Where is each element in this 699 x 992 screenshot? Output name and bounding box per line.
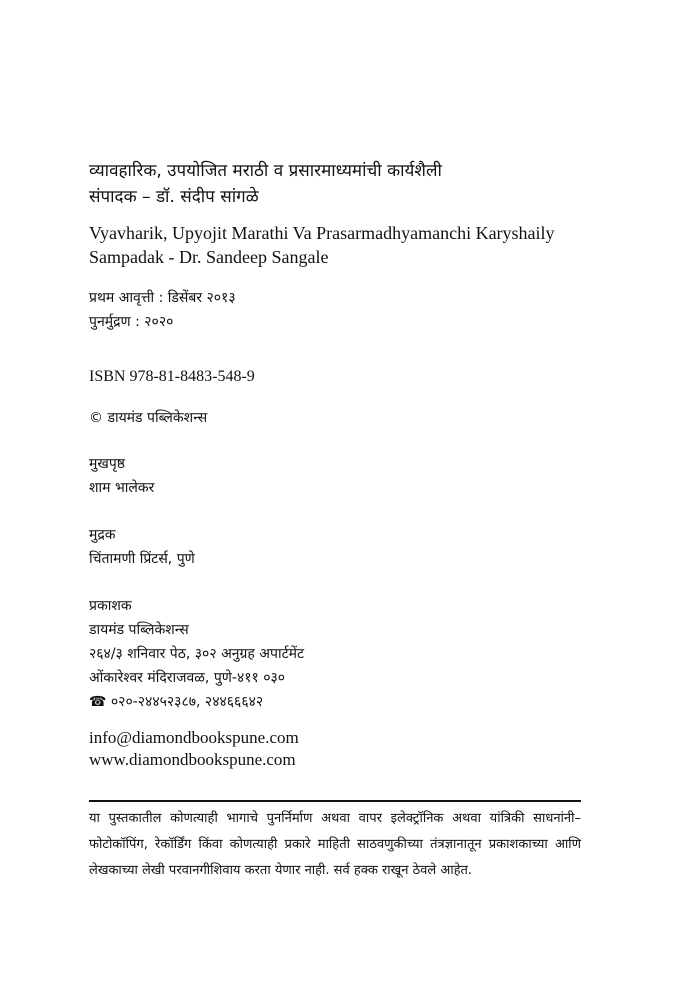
printer-name: चिंतामणी प्रिंटर्स, पुणे (89, 551, 195, 567)
disclaimer-block (89, 806, 639, 884)
isbn-block (89, 366, 639, 388)
email-link[interactable]: info@diamondbookspune.com (89, 728, 299, 747)
publisher-heading: प्रकाशक (89, 598, 132, 614)
english-title-block (89, 221, 639, 269)
publisher-address-2: ओंकारेश्वर मंदिराजवळ, पुणे-४११ ०३० (89, 670, 286, 686)
isbn: ISBN 978-81-8483-548-9 (89, 368, 255, 385)
printer-block (89, 523, 639, 571)
marathi-editor: संपादक – डॉ. संदीप सांगळे (89, 187, 259, 207)
disclaimer-text: या पुस्तकातील कोणत्याही भागाचे पुनर्निर्माण अथवा वापर इलेक्ट्रॉनिक अथवा यांत्रिकी साधनांनी– फोटोकॉपिंग, रेकॉर्डिंग किंवा कोणत्याही प्रकारे माहिती साठवणुकीच्या तंत्रज्ञानातून प्रकाशकाच्या आणि लेखकाच्या लेखी परवानगीशिवाय करता येणार नाही. सर्व हक्क राखून ठेवले आहेत. (89, 811, 581, 878)
publisher-address-1: २६४/३ शनिवार पेठ, ३०२ अनुग्रह अपार्टमेंट (89, 646, 305, 662)
cover-block (89, 452, 639, 500)
marathi-title: व्यावहारिक, उपयोजित मराठी व प्रसारमाध्यमांची कार्यशैली (89, 161, 442, 181)
printer-heading: मुद्रक (89, 527, 116, 543)
reprint-edition: पुनर्मुद्रण : २०२० (89, 314, 174, 330)
copyright: © डायमंड पब्लिकेशन्स (89, 410, 208, 426)
divider-rule (89, 800, 581, 802)
copyright-block (89, 406, 639, 430)
publisher-phone: ☎ ०२०-२४४५२३८७, २४४६६६४२ (89, 694, 264, 710)
publisher-name: डायमंड पब्लिकेशन्स (89, 622, 189, 638)
title-block (89, 158, 639, 210)
contact-block (89, 727, 639, 771)
publisher-block (89, 594, 639, 714)
english-editor: Sampadak - Dr. Sandeep Sangale (89, 247, 329, 267)
edition-block (89, 286, 639, 334)
website-link[interactable]: www.diamondbookspune.com (89, 750, 296, 769)
english-title: Vyavharik, Upyojit Marathi Va Prasarmadhyamanchi Karyshaily (89, 223, 555, 243)
cover-heading: मुखपृष्ठ (89, 456, 126, 472)
cover-artist: शाम भालेकर (89, 480, 155, 496)
first-edition: प्रथम आवृत्ती : डिसेंबर २०१३ (89, 290, 236, 306)
